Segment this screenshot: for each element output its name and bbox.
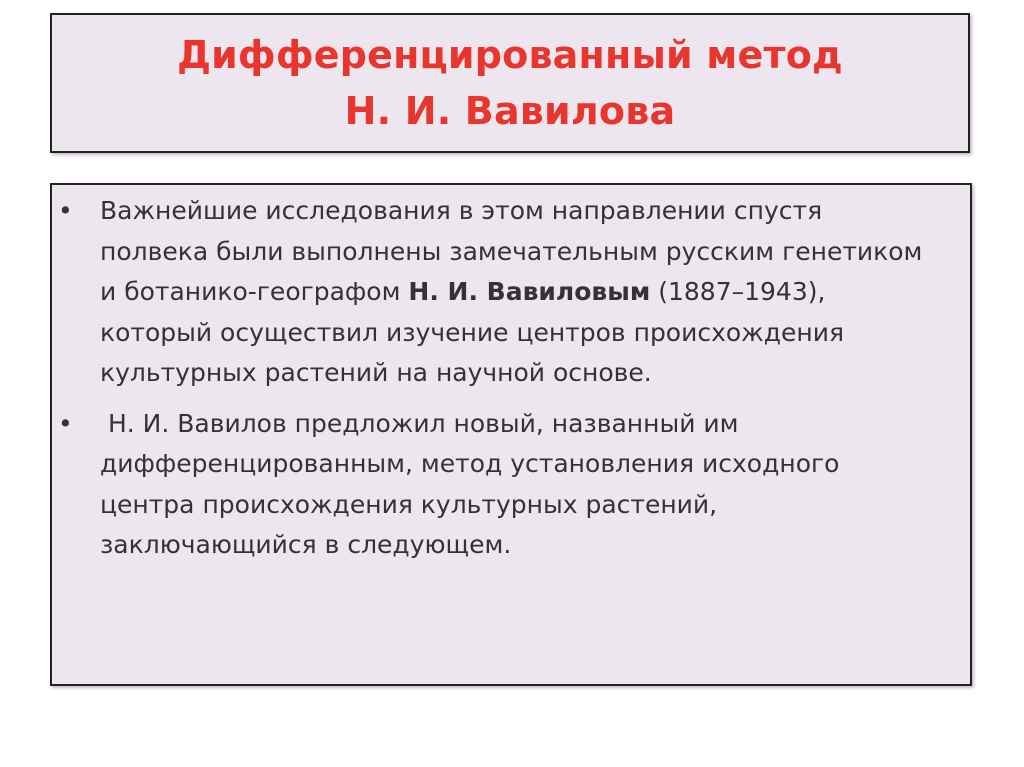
bullet-marker: • — [58, 408, 73, 438]
bullet-list — [52, 185, 970, 566]
bullet-marker: • — [58, 196, 73, 225]
slide-title — [177, 27, 843, 139]
title-line-2: Н. И. Вавилова — [344, 89, 676, 133]
bullet-item-2 — [52, 404, 970, 566]
title-box — [50, 13, 970, 153]
bullet-item-1 — [52, 191, 970, 394]
bullet-1-text-end: (1887–1943), который осуществил изучение центров происхождения культурных растений на научной основе. — [100, 277, 845, 387]
bullet-1-bold-name: Н. И. Вавиловым — [408, 277, 651, 306]
bullet-1-text-start: Важнейшие исследования в этом направлении спустя полвека были выполнены замечательным русским генетиком и ботанико-географом — [100, 196, 923, 306]
content-box — [50, 183, 972, 686]
title-line-1: Дифференцированный метод — [177, 33, 843, 77]
bullet-2-text: Н. И. Вавилов предложил новый, названный им дифференцированным, метод установления исходного центра происхождения культурных растений, заключающийся в следующем. — [100, 408, 848, 559]
